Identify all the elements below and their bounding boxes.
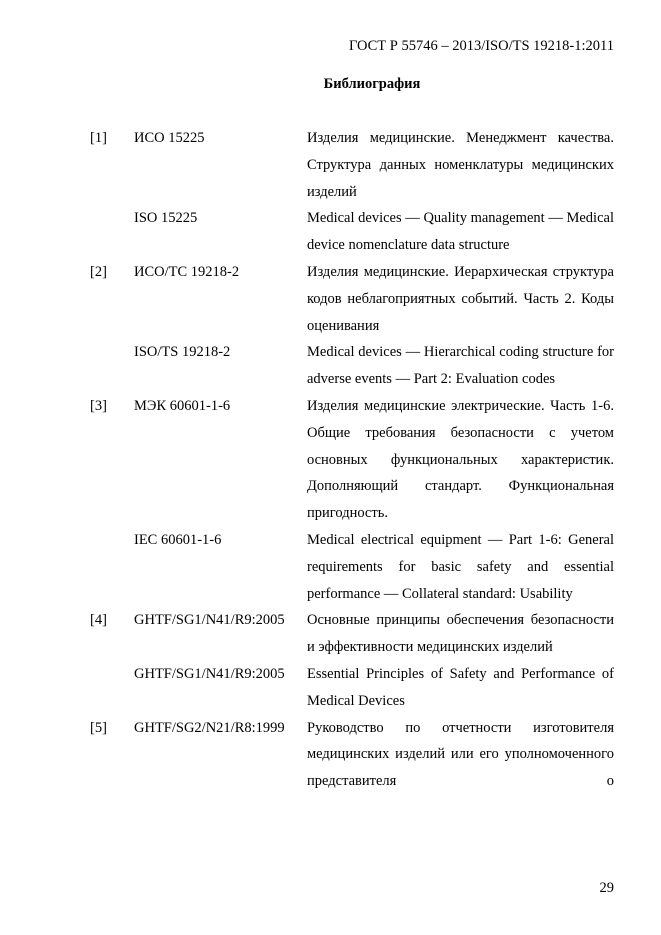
bibliography-entry-4 xyxy=(90,607,615,714)
reference-row xyxy=(90,259,615,339)
bibliography-entry-3 xyxy=(90,393,615,607)
section-title: Библиография xyxy=(323,76,421,92)
bibliography-entry-2 xyxy=(90,259,615,393)
reference-title: Medical devices — Hierarchical coding structure for adverse events — Part 2: Evaluation codes xyxy=(307,344,614,388)
entry-number: [1] xyxy=(90,130,107,146)
reference-title: Изделия медицинские электрические. Часть 1-6. Общие требования безопасности с учетом основных функциональных характеристик. Дополняющий стандарт. Функциональная пригодность. xyxy=(307,397,614,522)
reference-title: Руководство по отчетности изготовителя медицинских изделий или его уполномоченного представителя о xyxy=(307,719,614,790)
bibliography-list xyxy=(90,125,615,795)
reference-code: GHTF/SG1/N41/R9:2005 xyxy=(134,665,285,682)
reference-row xyxy=(90,205,615,259)
reference-code: ISO/TS 19218-2 xyxy=(134,344,231,361)
reference-row xyxy=(90,661,615,715)
bibliography-entry-1 xyxy=(90,125,615,259)
reference-code: GHTF/SG2/N21/R8:1999 xyxy=(134,719,285,736)
reference-title: Изделия медицинские. Менеджмент качества. Структура данных номенклатуры медицинских изделий xyxy=(307,130,614,200)
reference-code: GHTF/SG1/N41/R9:2005 xyxy=(134,612,285,629)
bibliography-entry-5 xyxy=(90,715,615,795)
reference-title: Essential Principles of Safety and Performance of Medical Devices xyxy=(307,665,614,709)
reference-title: Основные принципы обеспечения безопасности и эффективности медицинских изделий xyxy=(307,612,614,656)
reference-code: МЭК 60601-1-6 xyxy=(134,397,231,414)
reference-row xyxy=(90,339,615,393)
reference-title: Medical devices — Quality management — Medical device nomenclature data structure xyxy=(307,210,614,254)
reference-title: Medical electrical equipment — Part 1-6: General requirements for basic safety and essential performance — Collateral standard: Usability xyxy=(307,531,614,602)
reference-row xyxy=(90,393,615,527)
document-header: ГОСТ Р 55746 – 2013/ISO/TS 19218-1:2011 xyxy=(348,38,614,54)
reference-row xyxy=(90,715,615,795)
reference-row xyxy=(90,125,615,205)
reference-row xyxy=(90,527,615,607)
reference-code: ИСО 15225 xyxy=(134,130,205,146)
reference-code: IEC 60601-1-6 xyxy=(134,531,222,548)
reference-title: Изделия медицинские. Иерархическая структура кодов неблагоприятных событий. Часть 2. Коды оценивания xyxy=(307,263,614,334)
entry-number: [4] xyxy=(90,612,107,629)
entry-number: [2] xyxy=(90,263,107,280)
reference-row xyxy=(90,607,615,661)
reference-code: ISO 15225 xyxy=(134,210,198,227)
entry-number: [3] xyxy=(90,397,107,414)
reference-code: ИСО/ТС 19218-2 xyxy=(134,263,240,280)
page-number: 29 xyxy=(599,880,614,896)
entry-number: [5] xyxy=(90,719,107,736)
